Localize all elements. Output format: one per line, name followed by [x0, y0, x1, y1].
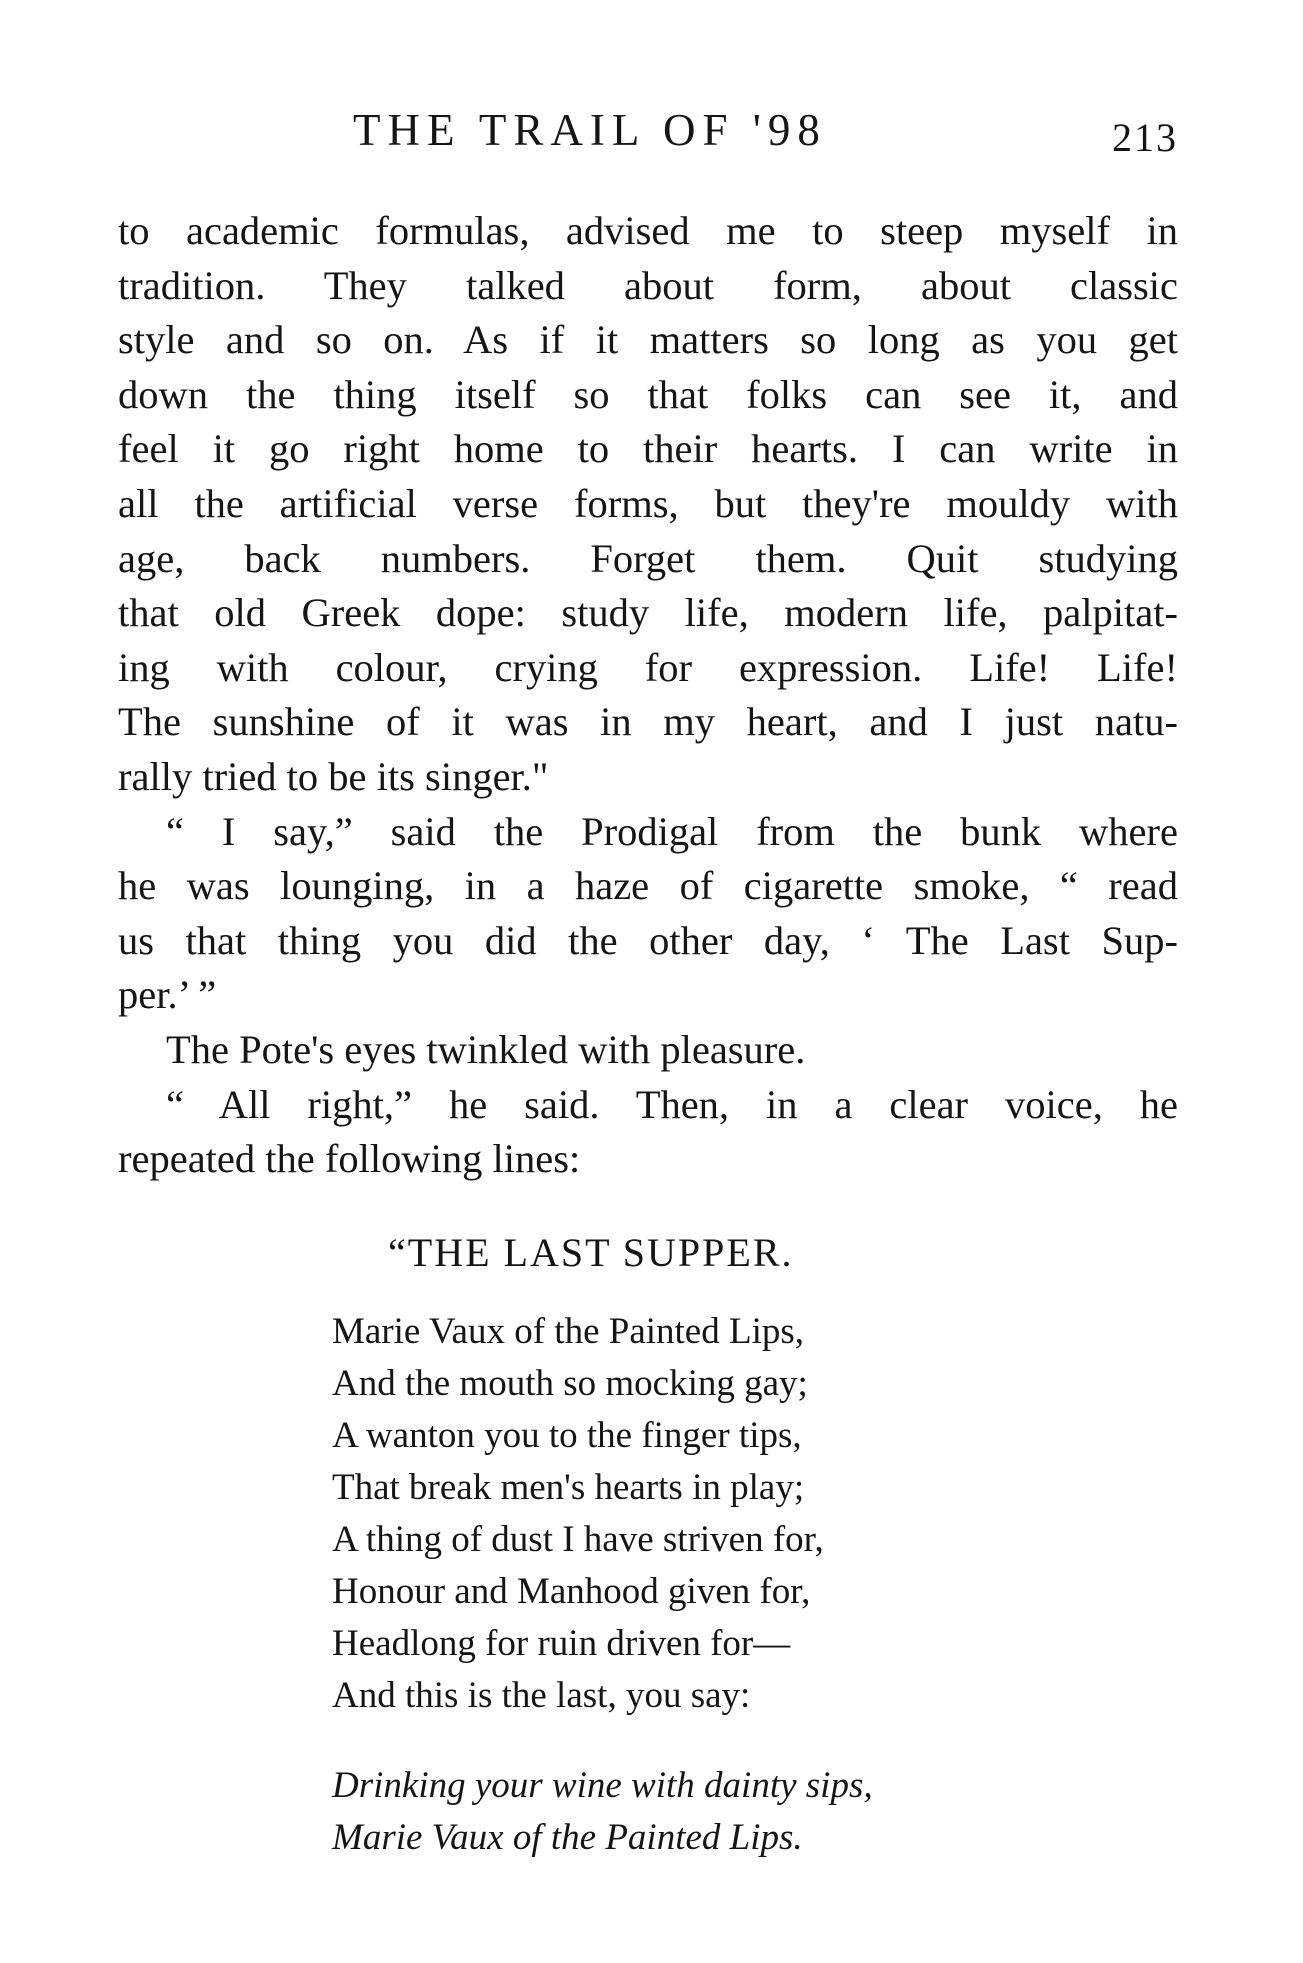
poem-refrain [332, 1760, 873, 1864]
verse-line: A thing of dust I have striven for, [332, 1519, 824, 1560]
verse-line: A wanton you to the finger tips, [332, 1415, 802, 1456]
text-line: down the thing itself so that folks can see it, and [118, 371, 1178, 417]
poem-title: “THE LAST SUPPER. [388, 1230, 794, 1275]
text-line: tradition. They talked about form, about classic [118, 262, 1178, 308]
text-line: The sunshine of it was in my heart, and I just natu- [118, 699, 1178, 745]
text-line: us that thing you did the other day, ‘ The Last Sup- [118, 917, 1178, 963]
verse-line: That break men's hearts in play; [332, 1467, 805, 1508]
verse-line: And this is the last, you say: [332, 1675, 751, 1716]
text-line: age, back numbers. Forget them. Quit studying [118, 535, 1178, 581]
text-line: ing with colour, crying for expression. Life! Life! [118, 644, 1178, 690]
verse-line: And the mouth so mocking gay; [332, 1363, 808, 1404]
text-line: repeated the following lines: [118, 1136, 581, 1182]
text-line: “ I say,” said the Prodigal from the bunk where [166, 808, 1178, 854]
text-line: all the artificial verse forms, but they're mouldy with [118, 480, 1178, 526]
text-line: rally tried to be its singer." [118, 753, 549, 799]
text-line: feel it go right home to their hearts. I can write in [118, 426, 1178, 472]
refrain-line: Marie Vaux of the Painted Lips. [332, 1817, 803, 1858]
text-line: style and so on. As if it matters so long as you get [118, 317, 1178, 363]
body-text [118, 204, 1178, 1187]
text-line: that old Greek dope: study life, modern life, palpitat- [118, 590, 1178, 636]
verse-line: Headlong for ruin driven for— [332, 1623, 791, 1664]
text-line: to academic formulas, advised me to steep myself in [118, 208, 1178, 253]
text-line: he was lounging, in a haze of cigarette smoke, “ read [118, 863, 1178, 909]
text-line: per.’ ” [118, 972, 217, 1018]
text-line: “ All right,” he said. Then, in a clear voice, he [166, 1081, 1178, 1127]
text-line: The Pote's eyes twinkled with pleasure. [166, 1026, 806, 1072]
refrain-line: Drinking your wine with dainty sips, [332, 1765, 873, 1806]
poem-stanza [332, 1306, 824, 1722]
running-head [118, 100, 1178, 160]
running-title: THE TRAIL OF '98 [353, 105, 827, 155]
page-number: 213 [1112, 115, 1178, 160]
verse-line: Marie Vaux of the Painted Lips, [332, 1311, 805, 1352]
verse-line: Honour and Manhood given for, [332, 1571, 811, 1612]
